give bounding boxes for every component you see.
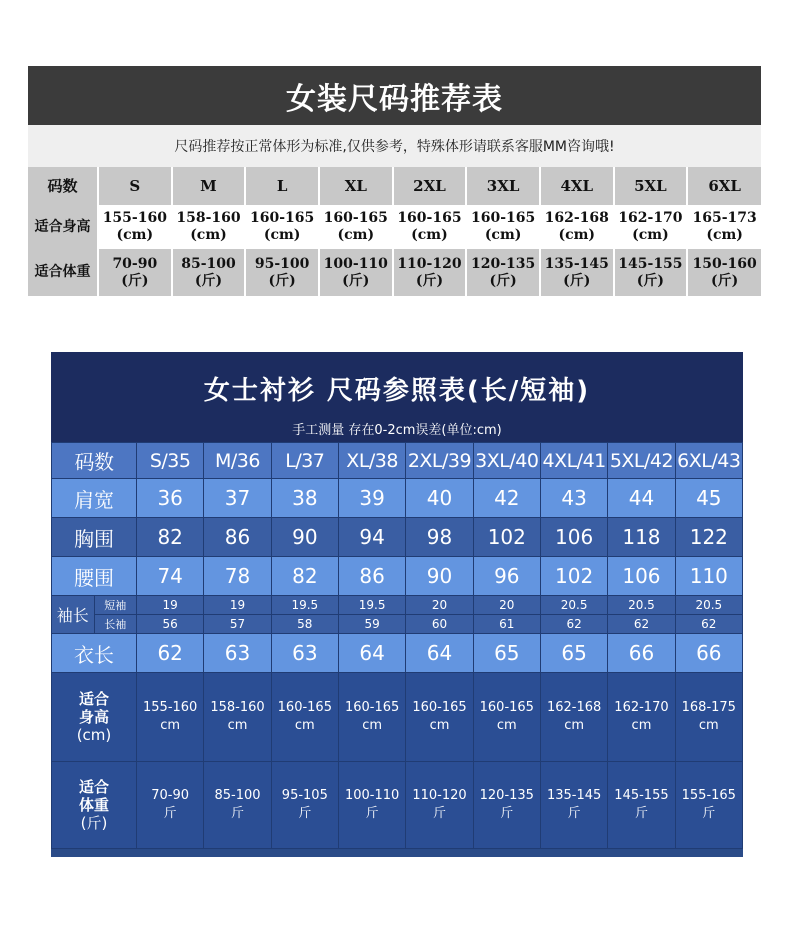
shoulder-cell: 43 bbox=[540, 479, 607, 518]
waist-cell: 74 bbox=[137, 557, 204, 596]
size-cell: L bbox=[245, 167, 319, 205]
weight-cell bbox=[466, 249, 540, 296]
table1-weight-row bbox=[28, 249, 761, 296]
height-cell-value: 160-165 bbox=[250, 210, 315, 226]
fit-height-cell-unit: cm bbox=[496, 718, 517, 733]
waist-cell: 106 bbox=[608, 557, 675, 596]
fit-weight-cell-unit: 斤 bbox=[702, 806, 716, 821]
fit-weight-cell bbox=[608, 762, 675, 849]
height-cell bbox=[319, 205, 393, 249]
size-cell: 5XL bbox=[614, 167, 688, 205]
height-cell-unit: (cm) bbox=[411, 227, 448, 243]
fit-height-label-line: 身高 bbox=[78, 708, 109, 726]
chest-cell: 86 bbox=[204, 518, 271, 557]
length-cell: 64 bbox=[406, 634, 473, 673]
weight-cell-value: 110-120 bbox=[397, 255, 462, 272]
fit-weight-cell-unit: 斤 bbox=[634, 806, 648, 821]
chest-row bbox=[52, 518, 743, 557]
weight-cell bbox=[540, 249, 614, 296]
chest-cell: 98 bbox=[406, 518, 473, 557]
length-cell: 65 bbox=[540, 634, 607, 673]
weight-cell-unit: (斤) bbox=[711, 272, 739, 289]
long-sleeve-cell: 62 bbox=[540, 615, 607, 634]
size-cell: 4XL bbox=[540, 167, 614, 205]
shoulder-cell: 36 bbox=[137, 479, 204, 518]
size-cell: S bbox=[98, 167, 172, 205]
size-cell: 6XL bbox=[687, 167, 761, 205]
short-sleeve-label: 短袖 bbox=[94, 596, 137, 615]
length-label: 衣长 bbox=[52, 634, 137, 673]
size-cell: S/35 bbox=[137, 443, 204, 479]
waist-cell: 110 bbox=[675, 557, 742, 596]
weight-cell-value: 135-145 bbox=[544, 255, 609, 272]
fit-height-label bbox=[52, 673, 137, 762]
waist-row bbox=[52, 557, 743, 596]
weight-cell-unit: (斤) bbox=[121, 272, 149, 289]
size-row-label: 码数 bbox=[28, 167, 98, 205]
shoulder-cell: 38 bbox=[271, 479, 338, 518]
weight-cell-value: 85-100 bbox=[181, 255, 236, 272]
waist-cell: 78 bbox=[204, 557, 271, 596]
fit-height-cell-value: 158-160 bbox=[210, 700, 265, 715]
fit-height-cell-value: 160-165 bbox=[344, 700, 400, 715]
fit-weight-cell-value: 145-155 bbox=[614, 788, 669, 803]
fit-weight-label-line: (斤) bbox=[80, 814, 108, 832]
weight-cell-unit: (斤) bbox=[268, 272, 296, 289]
fit-weight-cell-value: 155-165 bbox=[681, 788, 736, 803]
fit-height-cell bbox=[406, 673, 473, 762]
size-label: 码数 bbox=[52, 443, 137, 479]
short-sleeve-cell: 20.5 bbox=[540, 596, 607, 615]
weight-cell-value: 70-90 bbox=[112, 255, 158, 272]
fit-weight-cell-value: 95-105 bbox=[281, 788, 328, 803]
size-cell: 5XL/42 bbox=[608, 443, 675, 479]
height-cell-value: 160-165 bbox=[397, 210, 462, 226]
fit-height-cell-unit: cm bbox=[698, 718, 719, 733]
weight-cell-unit: (斤) bbox=[342, 272, 370, 289]
chest-cell: 106 bbox=[540, 518, 607, 557]
height-cell bbox=[393, 205, 467, 249]
fit-weight-row bbox=[52, 762, 743, 849]
table1-note: 尺码推荐按正常体形为标准,仅供参考，特殊体形请联系客服MM咨询哦! bbox=[28, 125, 761, 167]
fit-weight-label bbox=[52, 762, 137, 849]
fit-height-cell-value: 162-168 bbox=[546, 700, 602, 715]
length-cell: 64 bbox=[338, 634, 405, 673]
table2-grid bbox=[51, 442, 743, 849]
short-sleeve-cell: 19.5 bbox=[338, 596, 405, 615]
fit-height-cell-value: 162-170 bbox=[614, 700, 669, 715]
height-cell-value: 158-160 bbox=[176, 210, 241, 226]
short-sleeve-cell: 20.5 bbox=[608, 596, 675, 615]
long-sleeve-cell: 60 bbox=[406, 615, 473, 634]
fit-weight-label-line: 体重 bbox=[78, 796, 109, 814]
waist-cell: 82 bbox=[271, 557, 338, 596]
size-cell: 6XL/43 bbox=[675, 443, 742, 479]
fit-weight-cell-value: 120-135 bbox=[479, 788, 534, 803]
weight-cell-value: 120-135 bbox=[470, 255, 536, 272]
weight-cell-unit: (斤) bbox=[563, 272, 591, 289]
height-cell bbox=[614, 205, 688, 249]
length-row bbox=[52, 634, 743, 673]
size-cell: M/36 bbox=[204, 443, 271, 479]
short-sleeve-cell: 20.5 bbox=[675, 596, 742, 615]
fit-weight-cell-unit: 斤 bbox=[365, 806, 379, 821]
size-cell: 2XL bbox=[393, 167, 467, 205]
weight-cell bbox=[614, 249, 688, 296]
chest-cell: 102 bbox=[473, 518, 540, 557]
height-row-label: 适合身高 bbox=[28, 205, 98, 249]
fit-height-cell bbox=[473, 673, 540, 762]
long-sleeve-cell: 61 bbox=[473, 615, 540, 634]
length-cell: 62 bbox=[137, 634, 204, 673]
weight-cell bbox=[393, 249, 467, 296]
long-sleeve-cell: 58 bbox=[271, 615, 338, 634]
waist-cell: 96 bbox=[473, 557, 540, 596]
height-cell-unit: (cm) bbox=[116, 227, 154, 243]
waist-cell: 86 bbox=[338, 557, 405, 596]
fit-weight-cell-value: 70-90 bbox=[151, 788, 190, 803]
sleeve-label: 袖长 bbox=[52, 596, 95, 634]
height-cell bbox=[466, 205, 540, 249]
long-sleeve-cell: 57 bbox=[204, 615, 271, 634]
fit-height-cell-value: 160-165 bbox=[412, 700, 467, 715]
size-cell: 3XL/40 bbox=[473, 443, 540, 479]
shoulder-cell: 39 bbox=[338, 479, 405, 518]
waist-cell: 102 bbox=[540, 557, 607, 596]
height-cell-unit: (cm) bbox=[706, 227, 743, 243]
fit-weight-cell bbox=[540, 762, 607, 849]
fit-weight-cell-unit: 斤 bbox=[230, 806, 244, 821]
chest-label: 胸围 bbox=[52, 518, 137, 557]
long-sleeve-row bbox=[52, 615, 743, 634]
chest-cell: 90 bbox=[271, 518, 338, 557]
fit-weight-cell-value: 85-100 bbox=[214, 788, 261, 803]
length-cell: 66 bbox=[608, 634, 675, 673]
chest-cell: 82 bbox=[137, 518, 204, 557]
fit-height-cell-unit: cm bbox=[564, 718, 585, 733]
height-cell-unit: (cm) bbox=[190, 227, 227, 243]
weight-cell-unit: (斤) bbox=[194, 272, 223, 289]
weight-cell-value: 150-160 bbox=[692, 255, 757, 272]
shoulder-cell: 40 bbox=[406, 479, 473, 518]
shoulder-cell: 44 bbox=[608, 479, 675, 518]
table1-size-row bbox=[28, 167, 761, 205]
fit-weight-label-line: 适合 bbox=[78, 778, 109, 796]
fit-height-cell bbox=[608, 673, 675, 762]
short-sleeve-row bbox=[52, 596, 743, 615]
height-cell bbox=[540, 205, 614, 249]
height-cell bbox=[687, 205, 761, 249]
weight-cell bbox=[687, 249, 761, 296]
weight-row-label: 适合体重 bbox=[28, 249, 98, 296]
size-cell: 4XL/41 bbox=[540, 443, 607, 479]
weight-cell-value: 95-100 bbox=[254, 255, 310, 272]
fit-weight-cell-unit: 斤 bbox=[500, 806, 514, 821]
shoulder-cell: 37 bbox=[204, 479, 271, 518]
weight-cell-unit: (斤) bbox=[415, 272, 444, 289]
table2-subtitle: 手工测量 存在0-2cm误差(单位:cm) bbox=[51, 424, 743, 442]
fit-weight-cell bbox=[204, 762, 271, 849]
waist-label: 腰围 bbox=[52, 557, 137, 596]
fit-weight-cell-unit: 斤 bbox=[432, 806, 446, 821]
chest-cell: 94 bbox=[338, 518, 405, 557]
fit-height-label-line: 适合 bbox=[78, 690, 109, 708]
fit-weight-cell bbox=[406, 762, 473, 849]
length-cell: 65 bbox=[473, 634, 540, 673]
fit-height-cell bbox=[204, 673, 271, 762]
height-cell bbox=[245, 205, 319, 249]
size-cell: 3XL bbox=[466, 167, 540, 205]
height-cell-value: 160-165 bbox=[323, 210, 388, 226]
table1-grid bbox=[28, 167, 761, 296]
height-cell-value: 160-165 bbox=[470, 210, 536, 226]
table2-size-row bbox=[52, 443, 743, 479]
fit-height-cell-value: 160-165 bbox=[277, 700, 332, 715]
fit-weight-cell-unit: 斤 bbox=[567, 806, 581, 821]
height-cell bbox=[172, 205, 246, 249]
length-cell: 66 bbox=[675, 634, 742, 673]
fit-height-cell-unit: cm bbox=[294, 718, 315, 733]
fit-weight-cell-value: 100-110 bbox=[344, 788, 400, 803]
fit-weight-cell-unit: 斤 bbox=[298, 806, 312, 821]
fit-height-row bbox=[52, 673, 743, 762]
weight-cell bbox=[245, 249, 319, 296]
table1-height-row bbox=[28, 205, 761, 249]
weight-cell-value: 100-110 bbox=[323, 255, 388, 272]
fit-height-cell-unit: cm bbox=[429, 718, 450, 733]
long-sleeve-cell: 62 bbox=[608, 615, 675, 634]
fit-height-cell bbox=[137, 673, 204, 762]
height-cell-value: 162-168 bbox=[544, 210, 609, 226]
chest-cell: 122 bbox=[675, 518, 742, 557]
fit-weight-cell-unit: 斤 bbox=[163, 806, 177, 821]
table2-title: 女士衬衫 尺码参照表(长/短袖) bbox=[51, 352, 743, 424]
short-sleeve-cell: 19 bbox=[204, 596, 271, 615]
fit-weight-cell bbox=[675, 762, 742, 849]
size-cell: M bbox=[172, 167, 246, 205]
fit-height-cell-unit: cm bbox=[631, 718, 652, 733]
shoulder-cell: 42 bbox=[473, 479, 540, 518]
length-cell: 63 bbox=[271, 634, 338, 673]
womens-size-recommendation-table bbox=[28, 66, 761, 296]
long-sleeve-cell: 56 bbox=[137, 615, 204, 634]
long-sleeve-cell: 59 bbox=[338, 615, 405, 634]
fit-weight-cell-value: 110-120 bbox=[412, 788, 467, 803]
height-cell-unit: (cm) bbox=[484, 227, 522, 243]
height-cell-value: 165-173 bbox=[692, 210, 757, 226]
weight-cell-value: 145-155 bbox=[618, 255, 683, 272]
fit-height-cell bbox=[271, 673, 338, 762]
size-cell: L/37 bbox=[271, 443, 338, 479]
height-cell-value: 162-170 bbox=[618, 210, 683, 226]
long-sleeve-cell: 62 bbox=[675, 615, 742, 634]
height-cell-unit: (cm) bbox=[263, 227, 301, 243]
size-cell: XL bbox=[319, 167, 393, 205]
short-sleeve-cell: 20 bbox=[473, 596, 540, 615]
fit-height-cell-value: 168-175 bbox=[681, 700, 736, 715]
short-sleeve-cell: 19.5 bbox=[271, 596, 338, 615]
weight-cell-unit: (斤) bbox=[636, 272, 665, 289]
height-cell-unit: (cm) bbox=[558, 227, 596, 243]
table1-title: 女装尺码推荐表 bbox=[28, 66, 761, 125]
length-cell: 63 bbox=[204, 634, 271, 673]
size-cell: 2XL/39 bbox=[406, 443, 473, 479]
fit-height-cell-unit: cm bbox=[227, 718, 248, 733]
short-sleeve-cell: 20 bbox=[406, 596, 473, 615]
short-sleeve-cell: 19 bbox=[137, 596, 204, 615]
height-cell-value: 155-160 bbox=[102, 210, 167, 226]
fit-weight-cell bbox=[473, 762, 540, 849]
fit-height-cell-value: 160-165 bbox=[479, 700, 534, 715]
fit-weight-cell bbox=[338, 762, 405, 849]
fit-height-cell-value: 155-160 bbox=[143, 700, 198, 715]
height-cell-unit: (cm) bbox=[632, 227, 669, 243]
fit-weight-cell-value: 135-145 bbox=[546, 788, 602, 803]
shoulder-cell: 45 bbox=[675, 479, 742, 518]
height-cell bbox=[98, 205, 172, 249]
fit-height-label-line: (cm) bbox=[76, 726, 112, 744]
waist-cell: 90 bbox=[406, 557, 473, 596]
chest-cell: 118 bbox=[608, 518, 675, 557]
weight-cell bbox=[319, 249, 393, 296]
fit-height-cell bbox=[540, 673, 607, 762]
height-cell-unit: (cm) bbox=[337, 227, 375, 243]
fit-height-cell-unit: cm bbox=[362, 718, 383, 733]
shirt-size-chart bbox=[51, 352, 743, 857]
long-sleeve-label: 长袖 bbox=[94, 615, 137, 634]
fit-weight-cell bbox=[271, 762, 338, 849]
shoulder-label: 肩宽 bbox=[52, 479, 137, 518]
shoulder-row bbox=[52, 479, 743, 518]
size-cell: XL/38 bbox=[338, 443, 405, 479]
fit-weight-cell bbox=[137, 762, 204, 849]
fit-height-cell-unit: cm bbox=[160, 718, 181, 733]
weight-cell bbox=[172, 249, 246, 296]
weight-cell bbox=[98, 249, 172, 296]
weight-cell-unit: (斤) bbox=[489, 272, 517, 289]
fit-height-cell bbox=[338, 673, 405, 762]
fit-height-cell bbox=[675, 673, 742, 762]
